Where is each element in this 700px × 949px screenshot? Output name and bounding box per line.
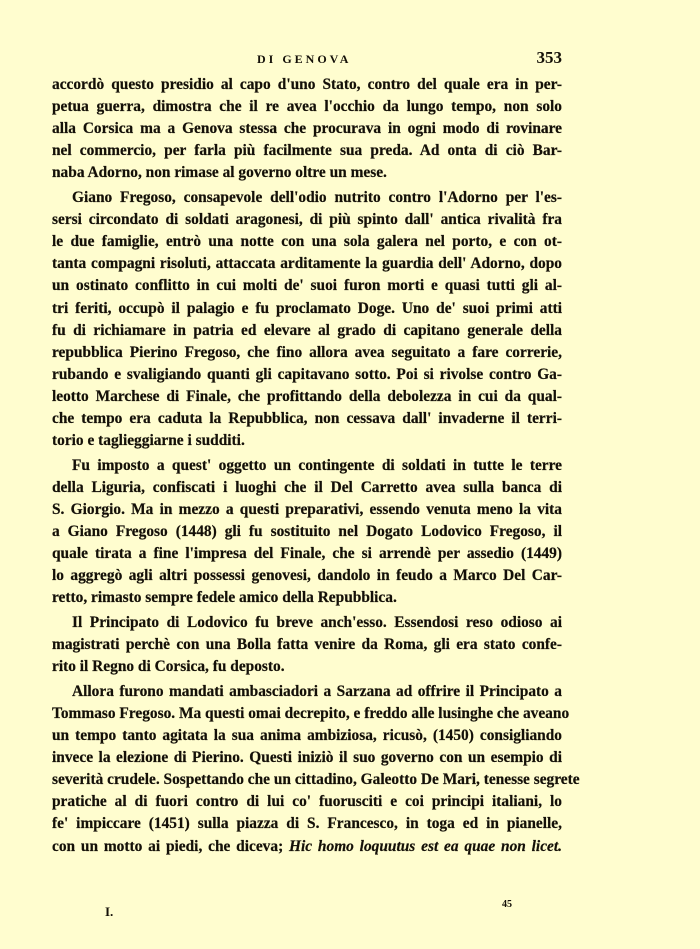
text-line: invece la elezione di Pierino. Questi iniziò il suo governo con un esempio di [52, 749, 562, 767]
text-line: severità crudele. Sospettando che un cittadino, Galeotto De Mari, tenesse segrete [52, 771, 580, 789]
text-line: tri feriti, occupò il palagio e fu proclamato Doge. Uno de' suoi primi atti [52, 299, 562, 317]
text-line: Allora furono mandati ambasciadori a Sarzana ad offrire il Principato a [72, 682, 562, 700]
running-head [52, 50, 562, 70]
text-line: tanta compagni risoluti, attaccata arditamente la guardia dell' Adorno, dopo [52, 255, 562, 273]
text-line: alla Corsica ma a Genova stessa che procurava in ogni modo di rovinare [52, 120, 562, 138]
final-line-roman: con un motto ai piedi, che diceva; [52, 837, 290, 855]
text-line: Giano Fregoso, consapevole dell'odio nutrito contro l'Adorno per l'es- [72, 189, 562, 207]
text-line: lo aggregò agli altri possessi genovesi, dandolo in feudo a Marco Del Car- [52, 567, 562, 585]
text-line: un ostinato conflitto in cui molti de' suoi furon morti e quasi tutti gli al- [52, 277, 562, 295]
text-line: naba Adorno, non rimase al governo oltre un mese. [52, 164, 387, 182]
text-line: sersi circondato di soldati aragonesi, di più spinto dall' antica rivalità fra [52, 211, 562, 229]
text-line: retto, rimasto sempre fedele amico della Repubblica. [52, 589, 397, 607]
text-line: nel commercio, per farla più facilmente sua preda. Ad onta di ciò Bar- [52, 142, 562, 160]
text-line-final [52, 836, 562, 858]
text-line: rubando e svaligiando quanti gli capitavano sotto. Poi si rivolse contro Ga- [52, 365, 562, 383]
latin-motto: Hic homo loquutus est ea quae non licet. [289, 837, 562, 855]
page-number: 353 [536, 48, 562, 67]
paragraph-3 [52, 455, 562, 610]
paragraph-2 [52, 187, 562, 452]
text-line: a Giano Fregoso (1448) gli fu sostituito nel Dogato Lodovico Fregoso, il [52, 523, 562, 541]
text-line: leotto Marchese di Finale, che profittando della debolezza in cui da qual- [52, 387, 562, 405]
text-line: un tempo tanto agitata la sua anima ambiziosa, ricusò, (1450) consigliando [52, 727, 562, 745]
text-line: rito il Regno di Corsica, fu deposto. [52, 658, 285, 676]
signature-number: 45 [502, 899, 512, 910]
text-line: petua guerra, dimostra che il re avea l'occhio da lungo tempo, non solo [52, 98, 562, 116]
signature-mark: I. [105, 904, 114, 919]
text-line: repubblica Pierino Fregoso, che fino allora avea seguitato a fare correrie, [52, 343, 562, 361]
paragraph-1 [52, 74, 562, 184]
text-line: Fu imposto a quest' oggetto un contingente di soldati in tutte le terre [72, 456, 562, 474]
text-line: le due famiglie, entrò una notte con una sola galera nel porto, e con ot- [52, 233, 562, 251]
text-line: Tommaso Fregoso. Ma questi omai decrepito, e freddo alle lusinghe che aveano [52, 705, 570, 722]
paragraph-4 [52, 612, 562, 678]
text-line: magistrati perchè con una Bolla fatta venire da Roma, gli era stato confe- [52, 636, 562, 654]
text-line: torio e taglieggiarne i sudditi. [52, 432, 245, 450]
body-text [52, 74, 580, 858]
text-line: fu di richiamare in patria ed elevare al grado di capitano generale della [52, 321, 562, 339]
text-line: fe' impiccare (1451) sulla piazza di S. Francesco, in toga ed in pianelle, [52, 815, 562, 833]
text-line: pratiche al di fuori contro di lui co' fuorusciti e coi principi italiani, lo [52, 793, 562, 811]
running-title: DI GENOVA [257, 52, 352, 66]
text-line: quale tirata a fine l'impresa del Finale, che si arrendè per assedio (1449) [52, 545, 562, 563]
text-line: accordò questo presidio al capo d'uno Stato, contro del quale era in per- [52, 76, 562, 93]
text-line: Il Principato di Lodovico fu breve anch'esso. Essendosi reso odioso ai [72, 614, 562, 632]
text-line: della Liguria, confiscati i luoghi che il Del Carretto avea sulla banca di [52, 478, 562, 496]
text-line: che tempo era caduta la Repubblica, non cessava dall' invaderne il terri- [52, 410, 562, 427]
text-line: S. Giorgio. Ma in mezzo a questi preparativi, essendo venuta meno la vita [52, 500, 562, 518]
page-footer [52, 899, 562, 919]
paragraph-5 [52, 681, 580, 858]
